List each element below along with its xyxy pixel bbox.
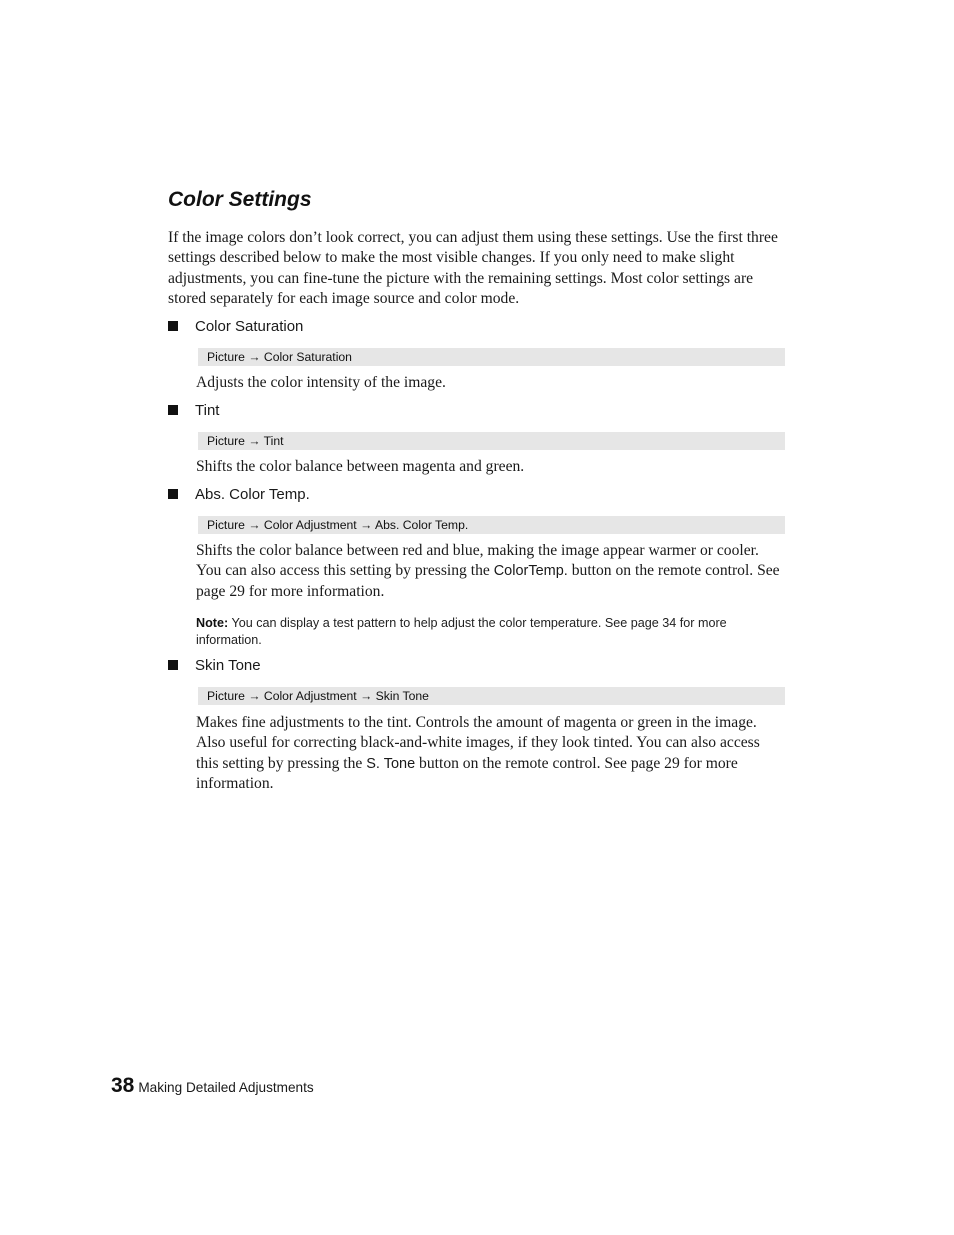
page-footer [111,1074,314,1098]
item-label: Skin Tone [195,657,261,674]
note-label: Note: [196,616,229,630]
note [196,615,786,649]
bullet-square-icon [168,489,178,499]
list-item-tint [168,402,219,419]
bullet-square-icon [168,321,178,331]
menu-path-bar: Picture → Tint [198,432,785,450]
description-text: Makes fine adjustments to the tint. Controls the amount of magenta or green in the image. Also useful for correcting black-and-white images, if they look tinted. You can also access this setting by pressing the [196,714,760,772]
item-description: Adjusts the color intensity of the image. [196,374,446,391]
item-label: Color Saturation [195,318,304,335]
menu-path-bar: Picture → Color Saturation [198,348,785,366]
list-item-skin-tone [168,657,261,674]
section-title: Color Settings [168,188,312,211]
description-text: Shifts the color balance between red and blue, making the image appear warmer or cooler. You can also access this setting by pressing the [196,542,759,580]
description-text: button on the remote control. See page 29 for more information. [196,754,738,793]
menu-path-bar: Picture → Color Adjustment → Skin Tone [198,687,785,705]
intro-paragraph: If the image colors don’t look correct, you can adjust them using these settings. Use the first three settings described below to make the most visible changes. If you only need to make slight adjustments, you can fine-tune the picture with the remaining settings. Most color settings are stored separately for each image source and color mode. [168,229,778,308]
menu-path-bar: Picture → Color Adjustment → Abs. Color Temp. [198,516,785,534]
item-description [196,541,786,602]
footer-section-name: Making Detailed Adjustments [138,1080,314,1095]
list-item-color-saturation [168,318,303,335]
item-label: Abs. Color Temp. [195,486,310,503]
button-name-colortemp: ColorTemp. [493,563,568,580]
bullet-square-icon [168,660,178,670]
bullet-square-icon [168,405,178,415]
button-name-s-tone: S. Tone [366,755,416,772]
note-text: You can display a test pattern to help adjust the color temperature. See page 34 for more information. [196,616,727,647]
item-description [196,713,786,795]
description-text: button on the remote control. See page 29 for more information. [196,562,780,600]
list-item-abs-color-temp [168,486,310,503]
page-number: 38 [111,1074,135,1097]
item-label: Tint [195,402,220,419]
item-description: Shifts the color balance between magenta and green. [196,458,525,475]
